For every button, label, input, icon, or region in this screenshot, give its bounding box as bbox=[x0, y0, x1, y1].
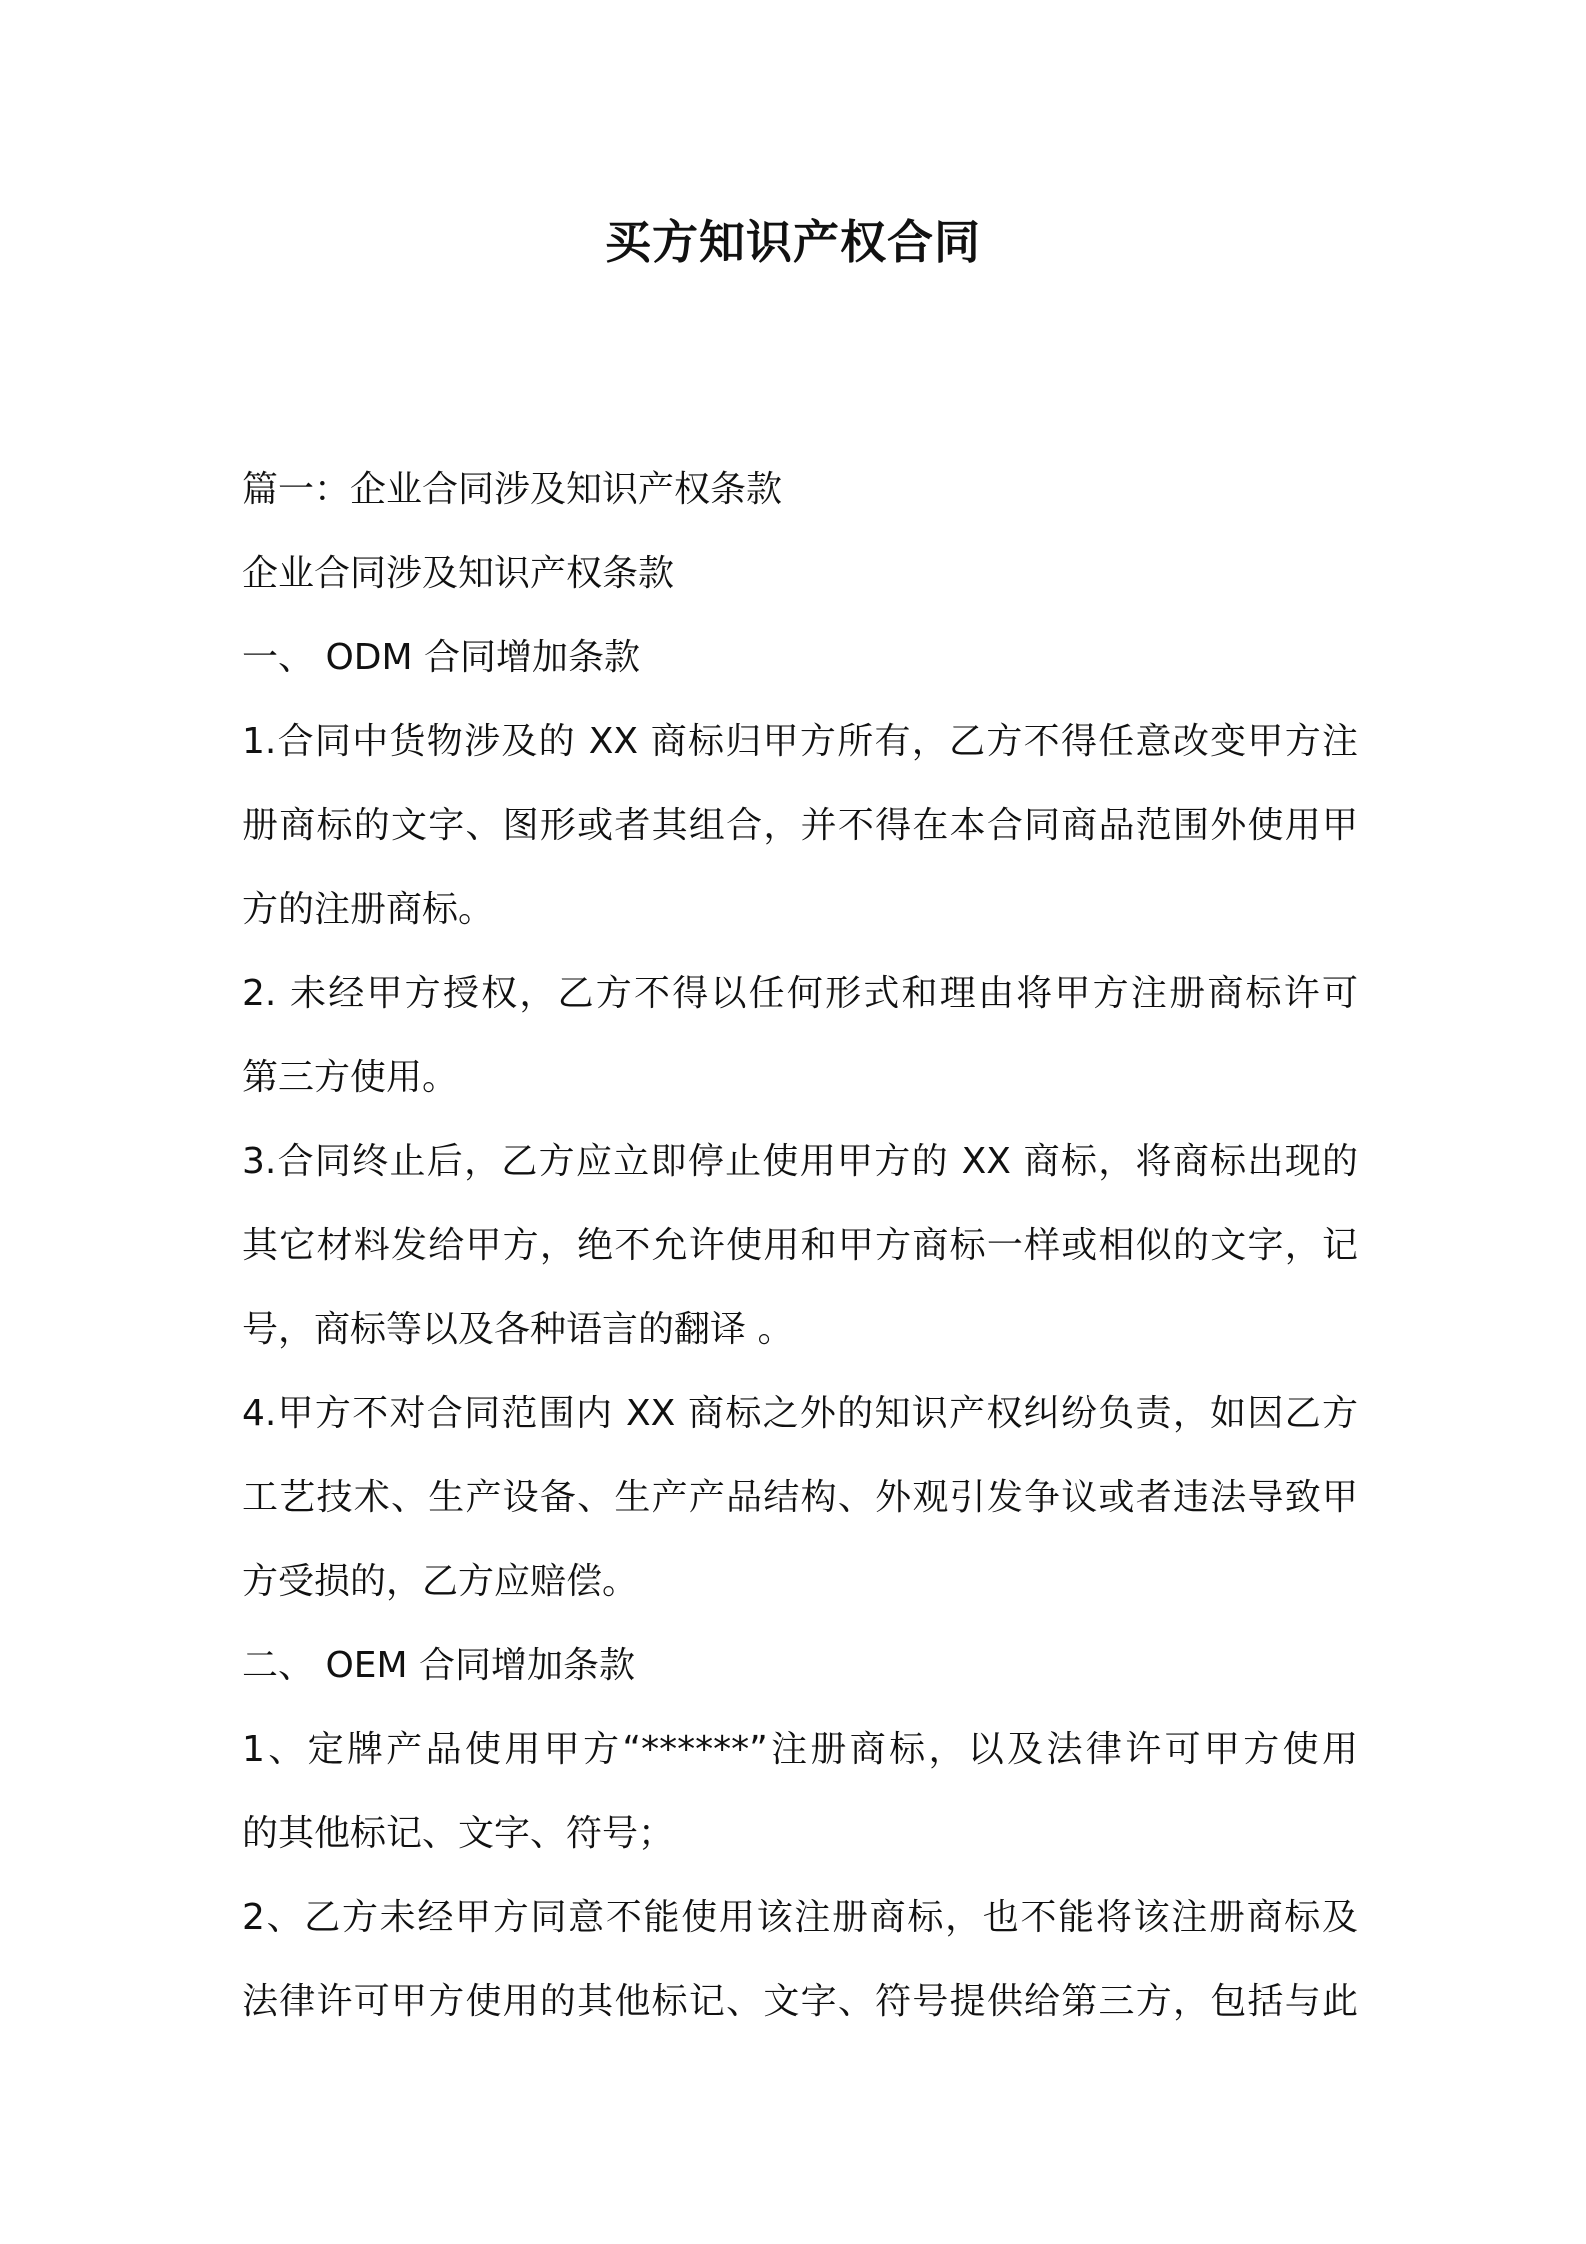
paragraph-line: 法律许可甲方使用的其他标记、文字、符号提供给第三方，包括与此 bbox=[242, 1981, 1358, 2022]
document-title: 买方知识产权合同 bbox=[605, 215, 981, 269]
paragraph-line: 1、定牌产品使用甲方“******”注册商标，以及法律许可甲方使用 bbox=[242, 1729, 1358, 1770]
paragraph-line: 1.合同中货物涉及的 XX 商标归甲方所有，乙方不得任意改变甲方注 bbox=[242, 721, 1358, 762]
section-heading: 篇一：企业合同涉及知识产权条款 bbox=[242, 469, 783, 510]
paragraph-line: 册商标的文字、图形或者其组合，并不得在本合同商品范围外使用甲 bbox=[242, 805, 1358, 846]
paragraph-line: 方受损的，乙方应赔偿。 bbox=[242, 1561, 639, 1602]
paragraph-line: 号，商标等以及各种语言的翻译 。 bbox=[242, 1309, 794, 1350]
paragraph-line: 工艺技术、生产设备、生产产品结构、外观引发争议或者违法导致甲 bbox=[242, 1477, 1358, 1518]
paragraph-line: 2、乙方未经甲方同意不能使用该注册商标，也不能将该注册商标及 bbox=[242, 1897, 1358, 1938]
paragraph-line: 2. 未经甲方授权，乙方不得以任何形式和理由将甲方注册商标许可 bbox=[242, 973, 1358, 1014]
paragraph-line: 4.甲方不对合同范围内 XX 商标之外的知识产权纠纷负责，如因乙方 bbox=[242, 1393, 1358, 1434]
subsection-heading: 企业合同涉及知识产权条款 bbox=[242, 553, 675, 594]
paragraph-line: 3.合同终止后，乙方应立即停止使用甲方的 XX 商标，将商标出现的 bbox=[242, 1141, 1358, 1182]
paragraph-line: 第三方使用。 bbox=[242, 1057, 459, 1098]
paragraph-line: 方的注册商标。 bbox=[242, 889, 495, 930]
clause-heading-odm: 一、 ODM 合同增加条款 bbox=[242, 637, 641, 678]
paragraph-line: 的其他标记、文字、符号； bbox=[242, 1813, 675, 1854]
clause-heading-oem: 二、 OEM 合同增加条款 bbox=[242, 1645, 636, 1686]
paragraph-line: 其它材料发给甲方，绝不允许使用和甲方商标一样或相似的文字，记 bbox=[242, 1225, 1358, 1266]
document-body bbox=[242, 448, 1358, 2044]
